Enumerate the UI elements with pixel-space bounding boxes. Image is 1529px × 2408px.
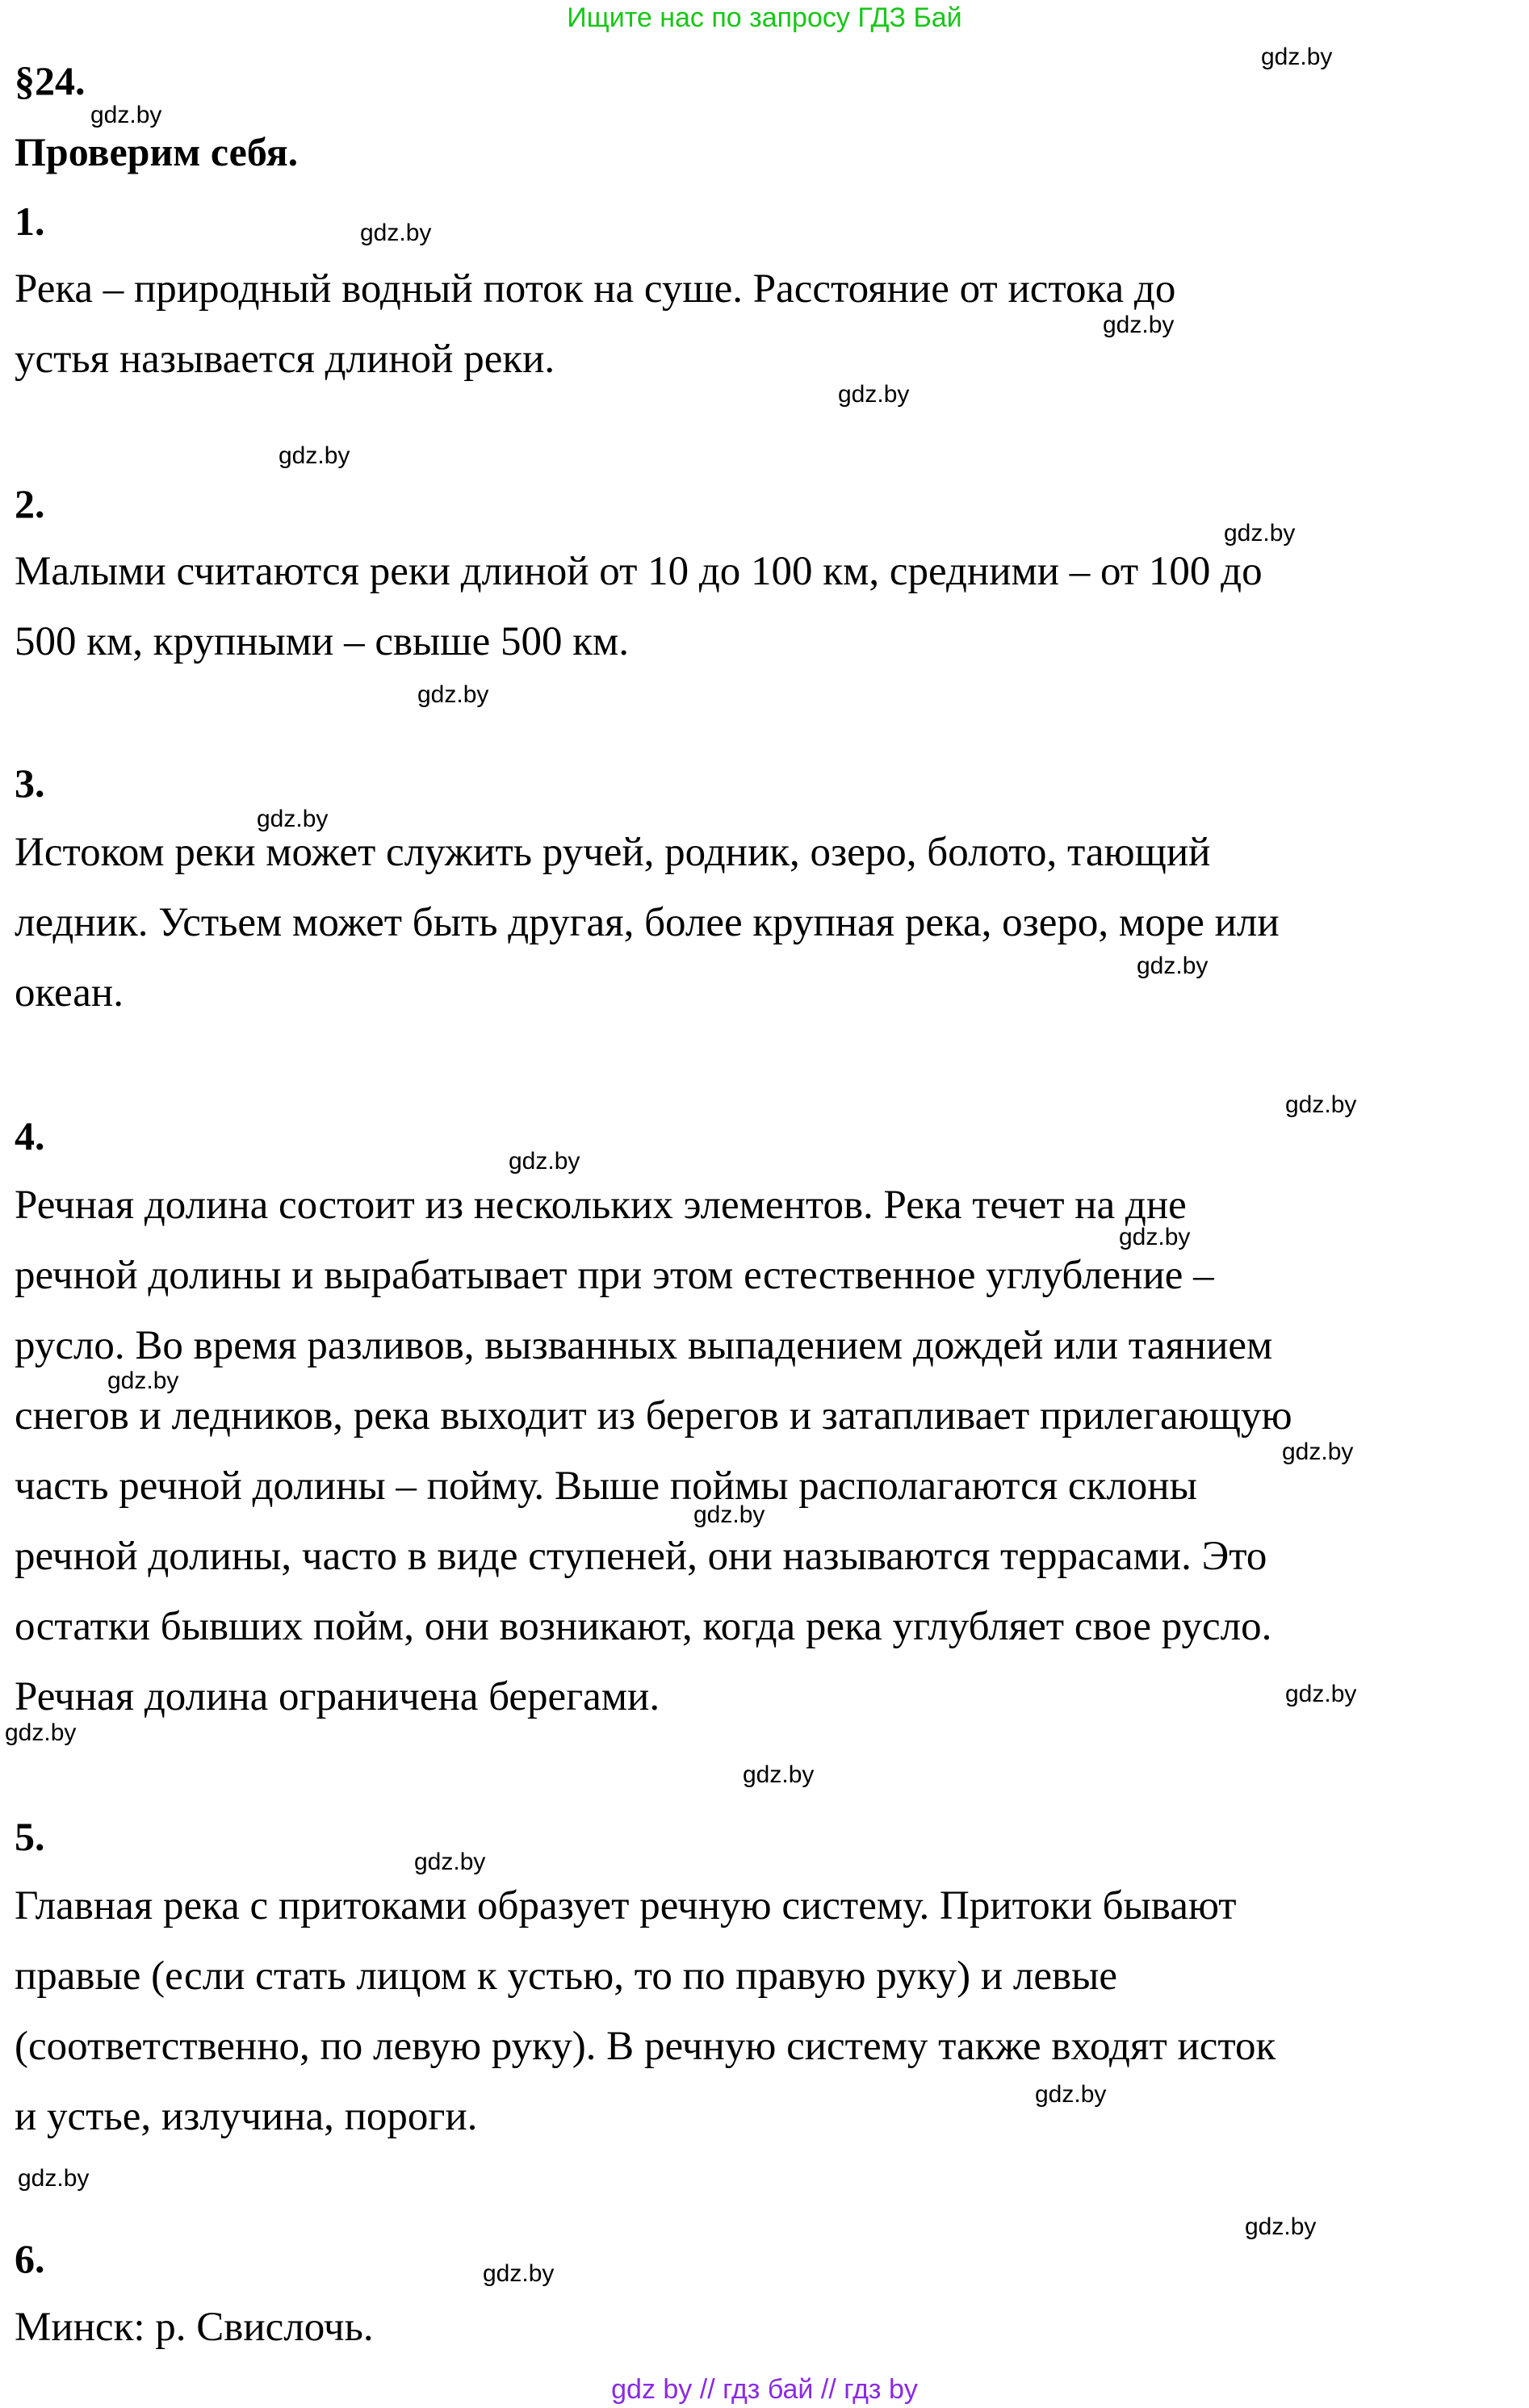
answer-line: и устье, излучина, пороги. <box>15 2094 478 2139</box>
answer-line: Река – природный водный поток на суше. Расстояние от истока до <box>15 266 1176 312</box>
question-number-1: 1. <box>15 199 45 244</box>
answer-line: Речная долина состоит из нескольких элементов. Река течет на дне <box>15 1183 1187 1228</box>
question-number-2: 2. <box>15 481 45 526</box>
answer-line: Малыми считаются реки длиной от 10 до 100 км, средними – от 100 до <box>15 549 1263 594</box>
answer-line: Минск: р. Свислочь. <box>15 2305 374 2350</box>
watermark: gdz.by <box>743 1761 815 1788</box>
watermark: gdz.by <box>107 1367 179 1394</box>
answer-2 <box>15 537 1516 677</box>
answer-line: океан. <box>15 970 124 1016</box>
question-number-5: 5. <box>15 1814 45 1859</box>
watermark: gdz.by <box>1137 953 1209 979</box>
answer-line: (соответственно, по левую руку). В речную систему также входят исток <box>15 2024 1276 2069</box>
watermark: gdz.by <box>257 806 329 832</box>
question-number-6: 6. <box>15 2236 45 2281</box>
watermark: gdz.by <box>90 102 162 128</box>
answer-3 <box>15 818 1516 1028</box>
answer-line: Истоком реки может служить ручей, родник, озеро, болото, тающий <box>15 830 1211 875</box>
bottom-banner: gdz by // гдз бай // гдз by <box>611 2374 918 2405</box>
watermark: gdz.by <box>838 381 910 408</box>
answer-6 <box>15 2293 1516 2363</box>
question-number-4: 4. <box>15 1113 45 1158</box>
answer-1 <box>15 254 1516 395</box>
watermark: gdz.by <box>417 681 489 708</box>
watermark: gdz.by <box>414 1849 486 1875</box>
watermark: gdz.by <box>693 1501 765 1528</box>
answer-line: 500 км, крупными – свыше 500 км. <box>15 619 630 664</box>
answer-line: ледник. Устьем может быть другая, более крупная река, озеро, море или <box>15 900 1280 945</box>
watermark: gdz.by <box>1261 44 1333 70</box>
page-subtitle: Проверим себя. <box>15 129 299 174</box>
answer-line: Речная долина ограничена берегами. <box>15 1674 660 1719</box>
answer-line: Главная река с притоками образует речную систему. Притоки бывают <box>15 1883 1237 1928</box>
watermark: gdz.by <box>483 2260 555 2287</box>
answer-line: остатки бывших пойм, они возникают, когда река углубляет свое русло. <box>15 1604 1272 1649</box>
watermark: gdz.by <box>1285 1091 1357 1118</box>
watermark: gdz.by <box>1245 2213 1317 2240</box>
watermark: gdz.by <box>18 2165 90 2192</box>
watermark: gdz.by <box>1285 1681 1357 1707</box>
answer-line: речной долины и вырабатывает при этом естественное углубление – <box>15 1253 1214 1298</box>
question-number-3: 3. <box>15 760 45 806</box>
watermark: gdz.by <box>1119 1224 1191 1250</box>
answer-line: правые (если стать лицом к устью, то по правую руку) и левые <box>15 1954 1117 1999</box>
answer-line: устья называется длиной реки. <box>15 337 555 382</box>
answer-line: речной долины, часто в виде ступеней, они называются террасами. Это <box>15 1534 1267 1579</box>
watermark: gdz.by <box>1282 1439 1354 1465</box>
watermark: gdz.by <box>360 220 432 246</box>
answer-line: часть речной долины – пойму. Выше поймы располагаются склоны <box>15 1464 1197 1509</box>
top-banner: Ищите нас по запросу ГДЗ Бай <box>567 2 962 33</box>
watermark: gdz.by <box>1035 2081 1107 2108</box>
answer-line: снегов и ледников, река выходит из берегов и затапливает прилегающую <box>15 1393 1292 1439</box>
watermark: gdz.by <box>1224 520 1296 547</box>
answer-line: русло. Во время разливов, вызванных выпадением дождей или таянием <box>15 1323 1273 1368</box>
watermark: gdz.by <box>279 442 350 469</box>
watermark: gdz.by <box>1103 312 1175 338</box>
section-title: §24. <box>15 58 86 103</box>
answer-5 <box>15 1871 1516 2152</box>
watermark: gdz.by <box>5 1719 77 1746</box>
watermark: gdz.by <box>509 1148 580 1175</box>
